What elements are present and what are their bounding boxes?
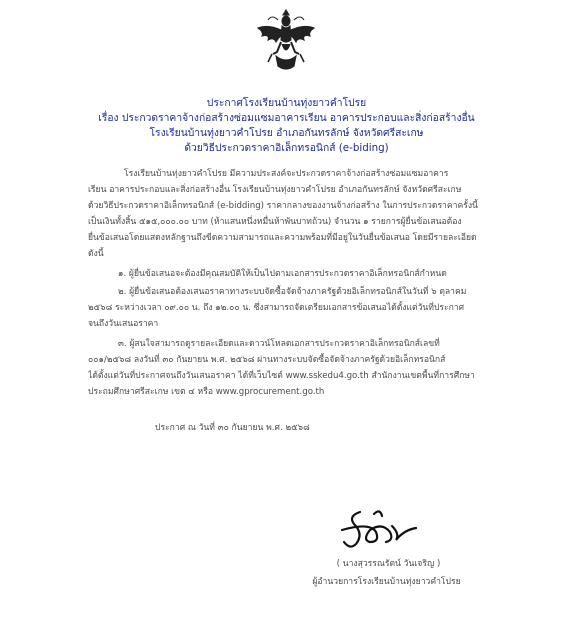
signer-name: ( นางสุวรรณรัตน์ วันเจริญ ) [336, 559, 441, 569]
paragraph-line: ยื่นข้อเสนอโดยแสดงหลักฐานถึงขีดความสามารถและความพร้อมที่มีอยู่ในวันยื่นข้อเสนอ โดยมีรายละเอียด [88, 233, 477, 243]
item-document-download [88, 336, 508, 400]
garuda-emblem-icon [254, 6, 318, 76]
item-bidding-schedule [88, 284, 508, 332]
paragraph-line: ดังนี้ [88, 249, 104, 259]
item-line: ๑. ผู้ยื่นข้อเสนอจะต้องมีคุณสมบัติให้เป็นไปตามเอกสารประกวดราคาอิเล็กทรอนิกส์กำหนด [118, 269, 447, 279]
item-line: ประถมศึกษาศรีสะเกษ เขต ๔ หรือ www.gprocurement.go.th [88, 387, 325, 397]
announcement-method: ด้วยวิธีประกวดราคาอิเล็กทรอนิกส์ (e-biding) [184, 142, 389, 154]
paragraph-intro [88, 166, 508, 262]
item-line: ๒๕๖๘ ระหว่างเวลา ๐๙.๐๐ น. ถึง ๑๒.๐๐ น. ซึ่งสามารถจัดเตรียมเอกสารข้อเสนอได้ตั้งแต่วันที่ประกาศ [88, 303, 465, 313]
signature-image [330, 504, 440, 550]
item-line: ๒. ผู้ยื่นข้อเสนอต้องเสนอราคาทางระบบจัดซื้อจัดจ้างภาครัฐด้วยอิเล็กทรอนิกส์ในวันที่ ๖ ตุลาคม [118, 287, 467, 297]
announcement-subject: เรื่อง ประกวดราคาจ้างก่อสร้างซ่อมแซมอาคารเรียน อาคารประกอบและสิ่งก่อสร้างอื่น [98, 112, 475, 124]
announcement-date [155, 420, 455, 436]
announcement-school-location: โรงเรียนบ้านทุ่งยาวคำโปรย อำเภอกันทรลักษ์ จังหวัดศรีสะเกษ [149, 127, 424, 139]
paragraph-line: ด้วยวิธีประกวดราคาอิเล็กทรอนิกส์ (e-bidding) ราคากลางของงานจ้างก่อสร้าง ในการประกวดราคาครั้งนี้ [88, 201, 478, 211]
paragraph-line: เรียน อาคารประกอบและสิ่งก่อสร้างอื่น โรงเรียนบ้านทุ่งยาวคำโปรย อำเภอกันทรลักษ์ จังหวัดศรีสะเกษ [88, 185, 462, 195]
item-line: ได้ตั้งแต่วันที่ประกาศจนถึงวันเสนอราคา ได้ที่เว็บไซต์ www.sskedu4.go.th สำนักงานเขตพื้นที่การศึกษา [88, 371, 475, 381]
announce-date-line: ประกาศ ณ วันที่ ๓๐ กันยายน พ.ศ. ๒๕๖๘ [155, 423, 310, 433]
item-line: ๐๐๑/๒๕๖๘ ลงวันที่ ๓๐ กันยายน พ.ศ. ๒๕๖๘ ผ่านทางระบบจัดซื้อจัดจ้างภาครัฐด้วยอิเล็กทรอนิกส์ [88, 355, 446, 365]
item-line: ๓. ผู้สนใจสามารถดูรายละเอียดและดาวน์โหลดเอกสารประกวดราคาอิเล็กทรอนิกส์เลขที่ [118, 339, 440, 349]
announcement-title: ประกาศโรงเรียนบ้านทุ่งยาวคำโปรย [206, 97, 367, 109]
paragraph-line: เป็นเงินทั้งสิ้น ๕๑๕,๐๐๐.๐๐ บาท (ห้าแสนหนึ่งหมื่นห้าพันบาทถ้วน) จำนวน ๑ รายการผู้ยื่นข้อเสนอต้อง [88, 217, 462, 227]
paragraph-line: โรงเรียนบ้านทุ่งยาวคำโปรย มีความประสงค์จะประกวดราคาจ้างก่อสร้างซ่อมแซมอาคาร [124, 169, 449, 179]
item-line: จนถึงวันเสนอราคา [88, 319, 159, 329]
signer-position: ผู้อำนวยการโรงเรียนบ้านทุ่งยาวคำโปรย [312, 577, 461, 587]
item-qualification [88, 266, 508, 282]
